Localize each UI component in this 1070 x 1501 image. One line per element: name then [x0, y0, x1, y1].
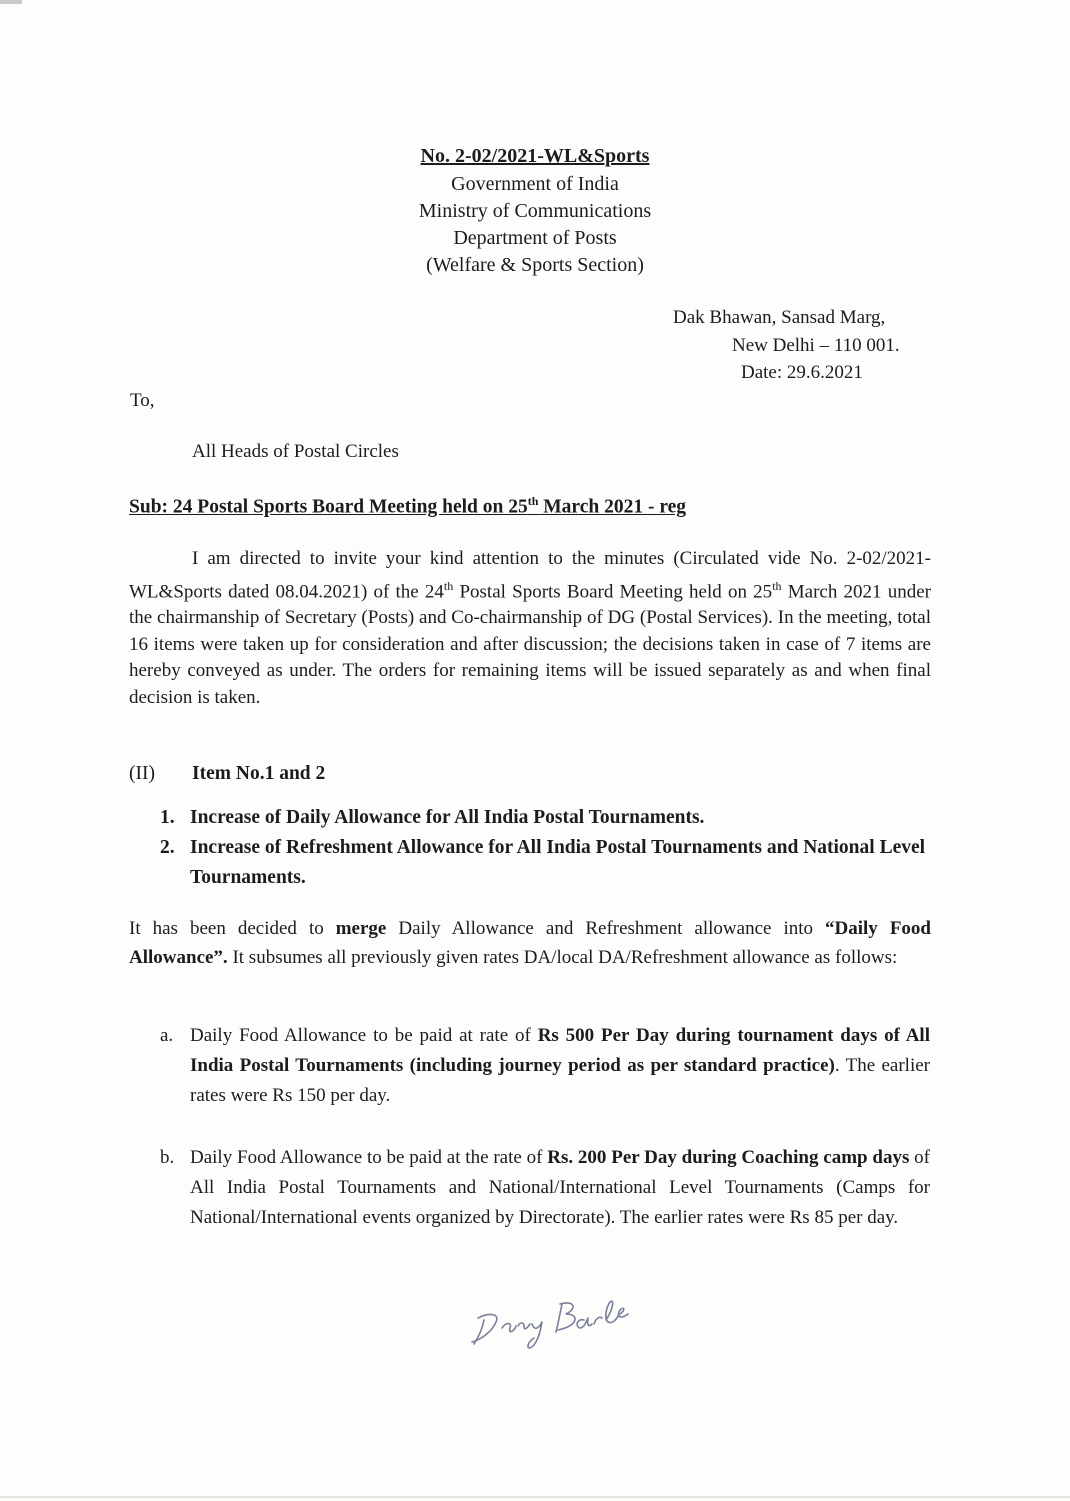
to-label: To, — [130, 390, 155, 411]
item-text-1: Increase of Daily Allowance for All India Postal Tournaments. — [190, 807, 705, 828]
sub-item-label-b: b. — [160, 1147, 175, 1168]
item-number-2: 2. — [160, 837, 175, 858]
decision-paragraph: It has been decided to merge Daily Allowance and Refreshment allowance into “Daily Food Allowance”. It subsumes all previously given rates DA/local DA/Refreshment allowance as follows: — [129, 918, 931, 968]
header-government: Government of India — [451, 173, 619, 195]
sub-item-b: Daily Food Allowance to be paid at the rate of Rs. 200 Per Day during Coaching camp days of All India Postal Tournaments and National/International Level Tournaments (Camps for National/International events organized by Directorate). The earlier rates were Rs 85 per day. — [190, 1147, 930, 1228]
handwritten-signature — [450, 1290, 660, 1350]
scan-edge-top-left — [0, 0, 22, 4]
reference-number: No. 2-02/2021-WL&Sports — [420, 145, 650, 167]
item-number-1: 1. — [160, 807, 175, 828]
subject-line: Sub: 24 Postal Sports Board Meeting held on 25th March 2021 - reg — [129, 494, 687, 518]
header-ministry: Ministry of Communications — [418, 200, 652, 222]
section-title: Item No.1 and 2 — [192, 763, 326, 784]
recipient-name: All Heads of Postal Circles — [192, 441, 399, 462]
sub-item-a: Daily Food Allowance to be paid at rate of Rs 500 Per Day during tournament days of All India Postal Tournaments (including journey period as per standard practice). The earlier rates were Rs 150 per day. — [190, 1025, 930, 1106]
item-text-2: Increase of Refreshment Allowance for All India Postal Tournaments and National Level Tournaments. — [190, 837, 926, 888]
sub-item-label-a: a. — [160, 1025, 174, 1046]
scan-edge-bottom — [0, 1496, 1070, 1498]
letter-date: Date: 29.6.2021 — [741, 362, 863, 383]
intro-paragraph: I am directed to invite your kind attention to the minutes (Circulated vide No. 2-02/2021-WL&Sports dated 08.04.2021) of the 24th Postal Sports Board Meeting held on 25th March 2021 under the chairmanship of Secretary (Posts) and Co-chairmanship of DG (Postal Services). In the meeting, total 16 items were taken up for consideration and after discussion; the decisions taken in case of 7 items are hereby conveyed as under. The orders for remaining items will be issued separately as and when final decision is taken. — [129, 548, 931, 708]
address-line-1: Dak Bhawan, Sansad Marg, — [673, 307, 886, 328]
header-department: Department of Posts — [453, 227, 617, 249]
section-numeral: (II) — [129, 763, 155, 784]
address-line-2: New Delhi – 110 001. — [732, 335, 900, 356]
header-section: (Welfare & Sports Section) — [426, 254, 644, 276]
